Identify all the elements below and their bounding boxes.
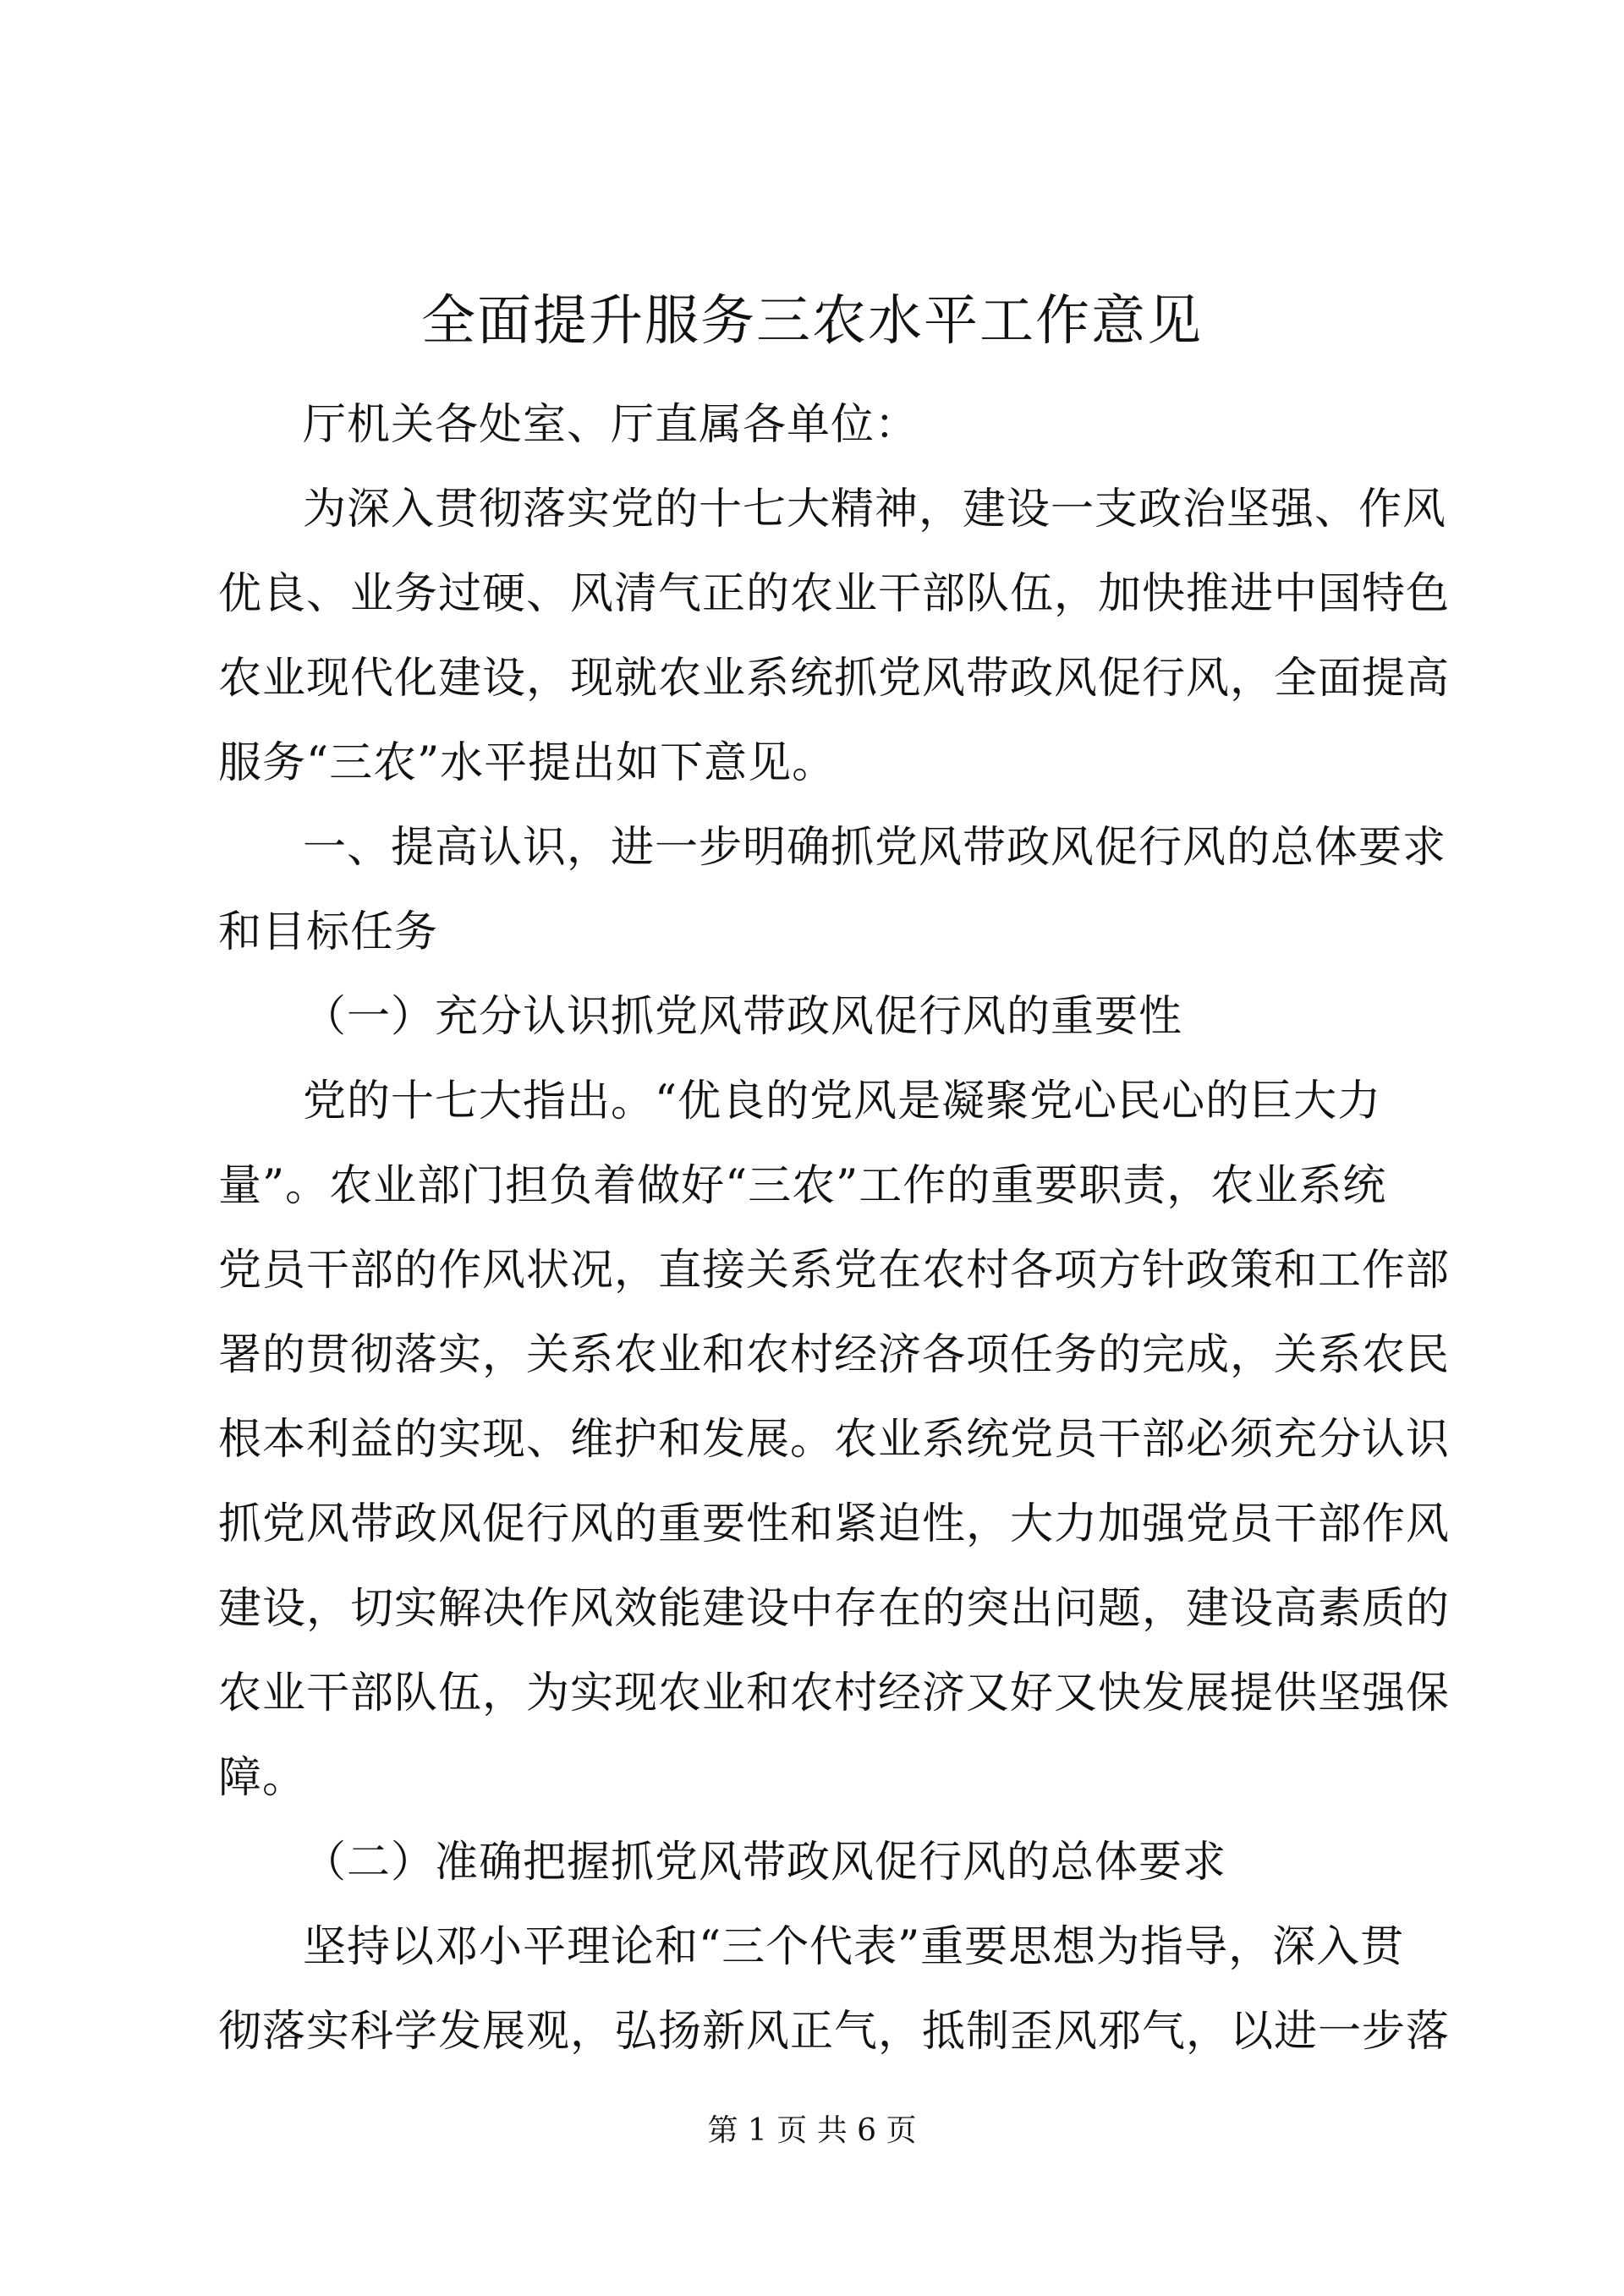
body-line: 服务“三农”水平提出如下意见。 [218,738,837,788]
section-heading-line: 和目标任务 [218,907,439,957]
body-line: 党的十七大指出。“优良的党风是凝聚党心民心的巨大力 [303,1077,1382,1126]
section-heading-line: 一、提高认识，进一步明确抓党风带政风促行风的总体要求 [303,823,1447,873]
body-line: 障。 [218,1753,307,1803]
body-line: 量”。农业部门担负着做好“三农”工作的重要职责，农业系统 [218,1161,1387,1211]
body-line: 抓党风带政风促行风的重要性和紧迫性，大力加强党员干部作风 [218,1499,1451,1549]
body-line: 建设，切实解决作风效能建设中存在的突出问题，建设高素质的 [218,1584,1451,1634]
subsection-heading: （二）准确把握抓党风带政风促行风的总体要求 [303,1838,1227,1888]
body-line: 彻落实科学发展观，弘扬新风正气，抵制歪风邪气，以进一步落 [218,2007,1451,2057]
body-line: 农业现代化建设，现就农业系统抓党风带政风促行风，全面提高 [218,654,1451,704]
body-line: 农业干部队伍，为实现农业和农村经济又好又快发展提供坚强保 [218,1669,1451,1718]
body-line: 署的贯彻落实，关系农业和农村经济各项任务的完成，关系农民 [218,1330,1451,1380]
subsection-heading: （一）充分认识抓党风带政风促行风的重要性 [303,992,1183,1042]
salutation-line: 厅机关各处室、厅直属各单位： [303,400,919,450]
document-title: 全面提升服务三农水平工作意见 [421,290,1203,353]
body-line: 党员干部的作风状况，直接关系党在农村各项方针政策和工作部 [218,1246,1451,1296]
page-number-footer: 第 1 页 共 6 页 [707,2113,917,2148]
body-line: 坚持以邓小平理论和“三个代表”重要思想为指导，深入贯 [303,1922,1405,1972]
body-line: 根本利益的实现、维护和发展。农业系统党员干部必须充分认识 [218,1415,1451,1465]
body-line: 为深入贯彻落实党的十七大精神，建设一支政治坚强、作风 [303,485,1447,534]
body-line: 优良、业务过硬、风清气正的农业干部队伍，加快推进中国特色 [218,569,1451,619]
